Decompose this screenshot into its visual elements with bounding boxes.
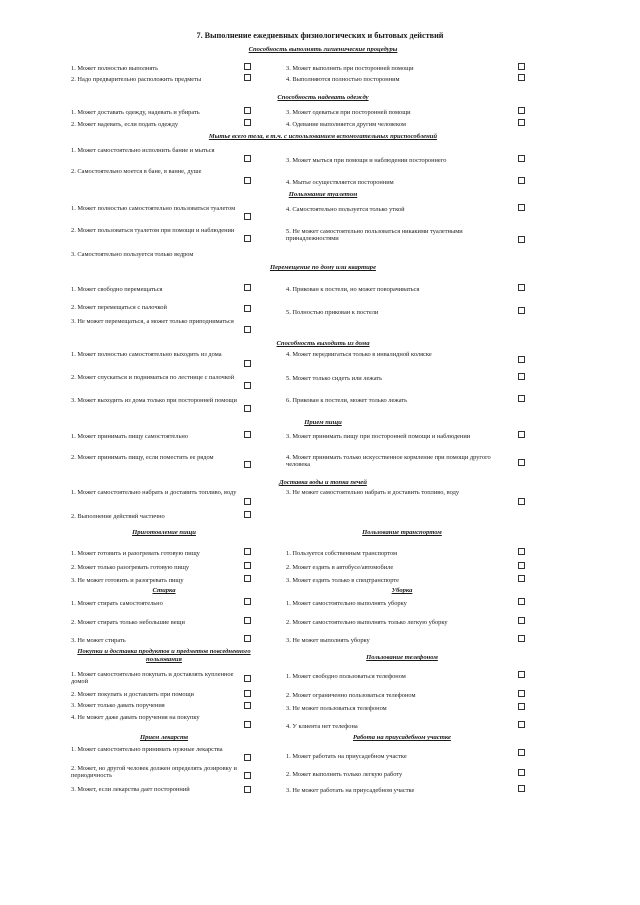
shopping-option-3: 3. Может только давать поручения — [71, 702, 165, 709]
cleaning-option-1: 1. Может самостоятельно выполнять уборку — [286, 600, 407, 607]
transport-option-1: 1. Пользуется собственным транспортом — [286, 550, 398, 557]
bathing-checkbox-1[interactable] — [244, 155, 251, 162]
movement-option-2: 2. Может перемещаться с палочкой — [71, 304, 167, 311]
hygiene-option-4: 4. Выполняются полностью посторонним — [286, 76, 400, 83]
cooking-option-1: 1. Может готовить и разогревать готовую пищу — [71, 550, 200, 557]
transport-checkbox-1[interactable] — [518, 548, 525, 555]
leaving-checkbox-1[interactable] — [244, 360, 251, 367]
bathing-checkbox-2[interactable] — [244, 177, 251, 184]
section-title-garden: Работа на приусадебном участке — [353, 734, 451, 741]
bathing-option-4: 4. Мытье осуществляется посторонним — [286, 179, 394, 186]
medicine-checkbox-3[interactable] — [244, 786, 251, 793]
cleaning-checkbox-3[interactable] — [518, 635, 525, 642]
cleaning-checkbox-1[interactable] — [518, 598, 525, 605]
section-title-cleaning: Уборка — [391, 587, 413, 594]
shopping-checkbox-4[interactable] — [244, 721, 251, 728]
section-title-dressing: Способность надевать одежду — [277, 94, 369, 101]
cooking-checkbox-1[interactable] — [244, 548, 251, 555]
bathing-option-2: 2. Самостоятельно моется в бане, в ванне, душе — [71, 168, 202, 175]
eating-checkbox-2[interactable] — [244, 461, 251, 468]
medicine-option-2: 2. Может, но другой человек должен определять дозировку и периодичность — [71, 765, 237, 780]
section-title-eating: Прием пищи — [304, 419, 342, 426]
hygiene-checkbox-4[interactable] — [518, 74, 525, 81]
medicine-option-3: 3. Может, если лекарства дает посторонний — [71, 786, 190, 793]
water-option-1: 1. Может самостоятельно набрать и доставить топливо, воду — [71, 489, 237, 496]
transport-checkbox-3[interactable] — [518, 575, 525, 582]
hygiene-option-2: 2. Надо предварительно расположить предметы — [71, 76, 202, 83]
shopping-checkbox-3[interactable] — [244, 702, 251, 709]
cooking-checkbox-2[interactable] — [244, 562, 251, 569]
cleaning-option-2: 2. Может самостоятельно выполнять только легкую уборку — [286, 619, 448, 626]
bathing-option-3: 3. Может мыться при помощи и наблюдении постороннего — [286, 157, 447, 164]
page-title: 7. Выполнение ежедневных физиологических и бытовых действий — [196, 31, 444, 40]
section-title-movement: Перемещение по дому или квартире — [269, 264, 377, 271]
section-title-cooking: Приготовление пищи — [132, 529, 196, 536]
garden-option-2: 2. Может выполнять только легкую работу — [286, 771, 403, 778]
movement-checkbox-5[interactable] — [518, 307, 525, 314]
laundry-checkbox-3[interactable] — [244, 635, 251, 642]
eating-checkbox-3[interactable] — [518, 431, 525, 438]
eating-option-4: 4. Может принимать только искусственное кормление при помощи другого человека — [286, 454, 491, 469]
water-checkbox-2[interactable] — [244, 511, 251, 518]
hygiene-checkbox-1[interactable] — [244, 63, 251, 70]
eating-option-3: 3. Может принимать пищу при посторонней помощи и наблюдении — [286, 433, 471, 440]
toilet-option-2: 2. Может пользоваться туалетом при помощи и наблюдении — [71, 227, 235, 234]
movement-option-3: 3. Не может перемещаться, а может только приподниматься — [71, 318, 234, 325]
leaving-option-6: 6. Прикован к постели, может только лежать — [286, 397, 408, 404]
leaving-checkbox-5[interactable] — [518, 373, 525, 380]
leaving-checkbox-3[interactable] — [244, 405, 251, 412]
phone-checkbox-2[interactable] — [518, 690, 525, 697]
toilet-checkbox-2[interactable] — [244, 235, 251, 242]
eating-checkbox-1[interactable] — [244, 431, 251, 438]
toilet-option-1: 1. Может полностью самостоятельно пользоваться туалетом — [71, 205, 236, 212]
section-title-hygiene: Способность выполнять гигиенические процедуры — [248, 46, 398, 53]
dressing-checkbox-2[interactable] — [244, 119, 251, 126]
toilet-checkbox-1[interactable] — [244, 213, 251, 220]
leaving-option-3: 3. Может выходить из дома только при посторонней помощи — [71, 397, 237, 404]
dressing-checkbox-4[interactable] — [518, 119, 525, 126]
transport-option-3: 3. Может ездить только в спецтранспорте — [286, 577, 399, 584]
shopping-option-1: 1. Может самостоятельно покупать и доставлять купленное домой — [71, 671, 234, 686]
movement-option-1: 1. Может свободно перемещаться — [71, 286, 163, 293]
garden-option-3: 3. Не может работать на приусадебном участке — [286, 787, 415, 794]
phone-option-1: 1. Может свободно пользоваться телефоном — [286, 673, 406, 680]
phone-checkbox-1[interactable] — [518, 671, 525, 678]
laundry-checkbox-1[interactable] — [244, 598, 251, 605]
laundry-option-3: 3. Не может стирать — [71, 637, 126, 644]
phone-checkbox-3[interactable] — [518, 703, 525, 710]
section-title-toilet: Пользование туалетом — [288, 191, 358, 198]
leaving-option-4: 4. Может передвигаться только в инвалидной коляске — [286, 351, 432, 358]
phone-option-4: 4. У клиента нет телефона — [286, 723, 358, 730]
eating-checkbox-4[interactable] — [518, 459, 525, 466]
garden-checkbox-1[interactable] — [518, 749, 525, 756]
medicine-option-1: 1. Может самостоятельно принимать нужные лекарства — [71, 746, 223, 753]
toilet-option-4: 4. Самостоятельно пользуется только уткой — [286, 206, 405, 213]
shopping-checkbox-2[interactable] — [244, 690, 251, 697]
water-checkbox-1[interactable] — [244, 498, 251, 505]
toilet-option-3: 3. Самостоятельно пользуется только ведром — [71, 251, 194, 258]
toilet-option-5: 5. Не может самостоятельно пользоваться никакими туалетными принадлежностями — [286, 228, 463, 243]
eating-option-1: 1. Может принимать пищу самостоятельно — [71, 433, 188, 440]
movement-checkbox-3[interactable] — [244, 326, 251, 333]
section-title-leaving: Способность выходить из дома — [276, 340, 370, 347]
section-title-bathing: Мытье всего тела, в т.ч. с использованием вспомогательных приспособлений — [208, 133, 438, 140]
laundry-checkbox-2[interactable] — [244, 617, 251, 624]
hygiene-option-1: 1. Может полностью выполнять — [71, 65, 159, 72]
water-checkbox-3[interactable] — [518, 498, 525, 505]
movement-checkbox-2[interactable] — [244, 305, 251, 312]
movement-checkbox-1[interactable] — [244, 284, 251, 291]
hygiene-option-3: 3. Может выполнять при посторонней помощи — [286, 65, 414, 72]
medicine-checkbox-1[interactable] — [244, 754, 251, 761]
water-option-2: 2. Выполнение действий частично — [71, 513, 165, 520]
garden-checkbox-2[interactable] — [518, 769, 525, 776]
cleaning-checkbox-2[interactable] — [518, 617, 525, 624]
cooking-option-3: 3. Не может готовить и разогревать пищу — [71, 577, 184, 584]
dressing-option-4: 4. Одевание выполняется другим человеком — [286, 121, 406, 128]
transport-option-2: 2. Может ездить в автобусе/автомобиле — [286, 564, 394, 571]
shopping-option-4: 4. Не может даже давать поручения на покупку — [71, 714, 200, 721]
leaving-option-2: 2. Может спускаться и подниматься по лестнице с палочкой — [71, 374, 235, 381]
phone-option-3: 3. Не может пользоваться телефоном — [286, 705, 387, 712]
section-title-laundry: Стирка — [152, 587, 176, 594]
dressing-checkbox-1[interactable] — [244, 107, 251, 114]
leaving-option-5: 5. Может только сидеть или лежать — [286, 375, 383, 382]
dressing-checkbox-3[interactable] — [518, 107, 525, 114]
shopping-option-2: 2. Может покупать и доставлять при помощи — [71, 691, 194, 698]
leaving-checkbox-6[interactable] — [518, 395, 525, 402]
eating-option-2: 2. Может принимать пищу, если поместить ее рядом — [71, 454, 214, 461]
movement-option-4: 4. Прикован к постели, но может поворачиваться — [286, 286, 420, 293]
leaving-checkbox-2[interactable] — [244, 382, 251, 389]
dressing-option-3: 3. Может одеваться при посторонней помощи — [286, 109, 411, 116]
water-option-3: 3. Не может самостоятельно набрать и доставить топливо, воду — [286, 489, 460, 496]
phone-checkbox-4[interactable] — [518, 721, 525, 728]
dressing-option-1: 1. Может доставать одежду, надевать и убирать — [71, 109, 200, 116]
dressing-option-2: 2. Может надевать, если подать одежду — [71, 121, 179, 128]
transport-checkbox-2[interactable] — [518, 562, 525, 569]
section-title-transport: Пользование транспортом — [362, 529, 442, 536]
shopping-checkbox-1[interactable] — [244, 675, 251, 682]
toilet-checkbox-5[interactable] — [518, 236, 525, 243]
leaving-checkbox-4[interactable] — [518, 356, 525, 363]
section-title-water: Доставка воды и топка печей — [279, 479, 367, 486]
movement-checkbox-4[interactable] — [518, 284, 525, 291]
bathing-option-1: 1. Может самостоятельно исполнить бание и мыться — [71, 147, 215, 154]
toilet-checkbox-4[interactable] — [518, 204, 525, 211]
bathing-checkbox-4[interactable] — [518, 177, 525, 184]
hygiene-checkbox-3[interactable] — [518, 63, 525, 70]
section-title-shopping: Покупки и доставка продуктов и предметов повседневного пользования — [77, 648, 251, 663]
section-title-medicine: Прием лекарств — [139, 734, 189, 741]
section-title-phone: Пользование телефоном — [366, 654, 438, 661]
phone-option-2: 2. Может ограниченно пользоваться телефоном — [286, 692, 416, 699]
laundry-option-1: 1. Может стирать самостоятельно — [71, 600, 163, 607]
garden-checkbox-3[interactable] — [518, 785, 525, 792]
movement-option-5: 5. Полностью прикован к постели — [286, 309, 379, 316]
laundry-option-2: 2. Может стирать только небольшие вещи — [71, 619, 185, 626]
cleaning-option-3: 3. Не может выполнять уборку — [286, 637, 370, 644]
cooking-option-2: 2. Может только разогревать готовую пищу — [71, 564, 190, 571]
medicine-checkbox-2[interactable] — [244, 772, 251, 779]
garden-option-1: 1. Может работать на приусадебном участке — [286, 753, 407, 760]
cooking-checkbox-3[interactable] — [244, 575, 251, 582]
leaving-option-1: 1. Может полностью самостоятельно выходить из дома — [71, 351, 222, 358]
hygiene-checkbox-2[interactable] — [244, 74, 251, 81]
bathing-checkbox-3[interactable] — [518, 155, 525, 162]
